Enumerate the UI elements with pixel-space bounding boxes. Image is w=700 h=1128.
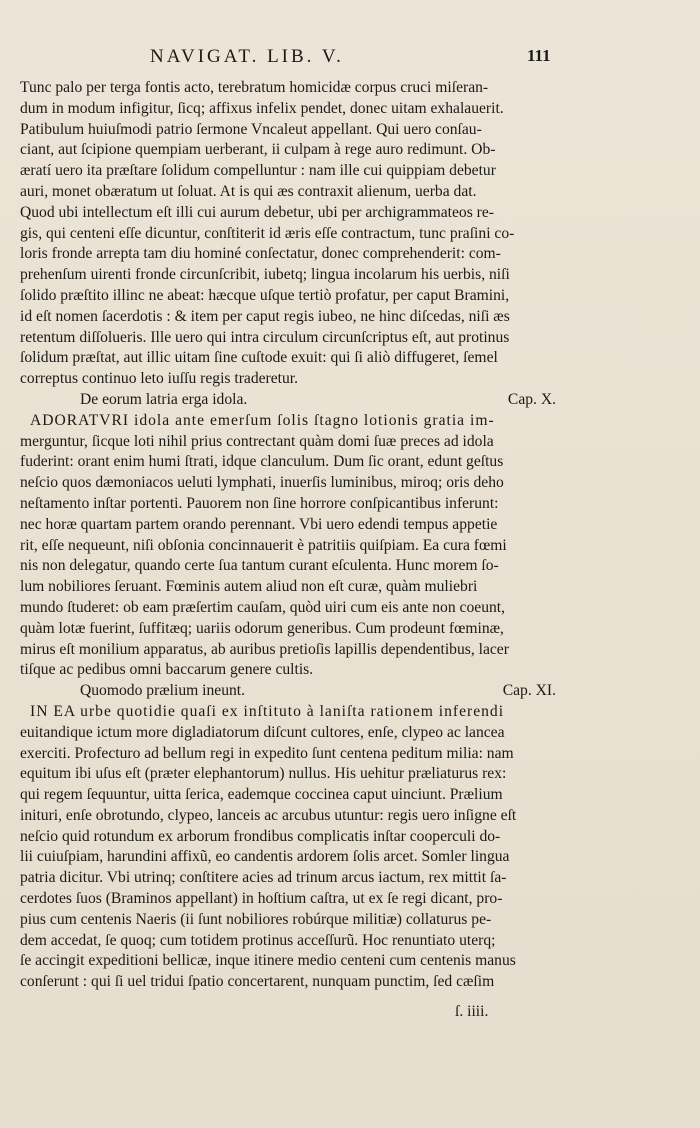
text-line: mirus eſt monilium apparatus, ab auribus pretioſis lapillis dependentibus, lacer: [20, 640, 509, 658]
text-line: lum nobiliores ſeruant. Fœminis autem aliud non eſt curæ, quàm muliebri: [20, 578, 478, 596]
text-line: loris fronde arrepta tam diu hominé conſectatur, donec comprehenderit: com-: [20, 245, 501, 263]
text-line: inituri, enſe obrotundo, clypeo, lanceis ac arcubus utuntur: regis uero inſigne eſt: [20, 806, 517, 824]
body-paragraph: [20, 78, 558, 390]
text-line: prehenſum uirenti fronde circunſcribit, iubetq; lingua incolarum his uerbis, niſi: [20, 266, 510, 284]
page-number: 111: [527, 46, 551, 65]
text-line: gis, qui centeni eſſe dicuntur, conſtiterit id æris eſſe contractum, tunc praſini co-: [20, 224, 515, 242]
signature-mark: ſ. iiii.: [455, 1003, 489, 1020]
text-line: pius cum centenis Naeris (ii ſunt nobiliores robúrque militiæ) collaturus pe-: [20, 910, 492, 928]
page-header: [0, 46, 700, 74]
text-line: æratí uero ita præſtare ſolidum compelluntur : nam ille cui quippiam debetur: [20, 162, 496, 180]
text-line: ADORATVRI idola ante emerſum ſolis ſtagno lotionis gratia im-: [30, 411, 495, 429]
chapter-number: Cap. XI.: [502, 682, 556, 700]
text-line: id eſt nomen ſacerdotis : & item per caput regis iubeo, ne hinc diſcedas, niſi æs: [20, 307, 510, 325]
text-line: Patibulum huiuſmodi patrio ſermone Vncaleut appellant. Qui uero conſau-: [20, 120, 482, 138]
text-line: ciant, aut ſcipione quempiam uerberant, ii culpam à rege auro redimunt. Ob-: [20, 141, 496, 159]
running-head: NAVIGAT. LIB. V.: [150, 46, 344, 67]
chapter-title: De eorum latria erga idola.: [80, 390, 248, 408]
chapter-x-heading: [20, 390, 558, 411]
text-block: [20, 78, 558, 993]
chapter-title: Quomodo prælium ineunt.: [80, 682, 246, 700]
chapter-xi-heading: [20, 681, 558, 702]
text-line: lii cuiuſpiam, harundini affixũ, eo candentis ardorem ſolis arcet. Somler lingua: [20, 848, 510, 866]
text-line: qui regem ſequuntur, uitta ſerica, eademque coccinea caput uinciunt. Prælium: [20, 786, 503, 804]
text-line: patria dicitur. Vbi utrinq; conſtitere acies ad trinum arcus iactum, rex mittit ſa-: [20, 869, 507, 887]
text-line: mundo ſtuderet: ob eam præſertim cauſam, quòd uiri cum eis ante non coeunt,: [20, 598, 506, 616]
chapter-number: Cap. X.: [507, 390, 556, 408]
text-line: fuderint: orant enim humi ſtrati, idque clanculum. Dum ſic orant, edunt geſtus: [20, 453, 504, 471]
text-line: ſe accingit expeditioni bellicæ, inque itinere medio centeni cum centenis manus: [20, 952, 516, 970]
text-line: quàm lotæ fuerint, ſuffitæq; uariis odorum generibus. Cum prodeunt fœminæ,: [20, 619, 504, 637]
text-line: neſcio quid rotundum ex arborum frondibus complicatis inſtar cooperculi do-: [20, 827, 501, 845]
chapter-xi-text: [20, 702, 558, 993]
text-line: dem accedat, ſe quoq; cum totidem protinus acceſſurũ. Hoc renuntiato uterq;: [20, 931, 496, 949]
text-line: nis non delegatur, quando certe ſua tantum curant eſculenta. Hunc morem ſo-: [20, 557, 499, 575]
chapter-x-text: [20, 411, 558, 681]
text-line: IN EA urbe quotidie quaſi ex inſtituto à laniſta rationem inferendi: [30, 702, 505, 720]
text-line: conſerunt : qui ſi uel tridui ſpatio concertarent, nunquam punctim, ſed cæſim: [20, 973, 495, 991]
text-line: ſolido præſtito illinc ne abeat: hæcque uſque tertiò profatur, per caput Bramini,: [20, 286, 510, 304]
text-line: merguntur, ſicque loti nihil prius contrectant quàm domi ſuæ preces ad idola: [20, 432, 494, 450]
text-line: auri, monet obæratum ut ſoluat. At is qui æs contraxit alienum, uerba dat.: [20, 182, 477, 200]
text-line: dum in modum infigitur, ſicq; affixus infelix pendet, donec uitam exhalauerit.: [20, 99, 504, 117]
text-line: nec horæ quartam partem orando perennant. Vbi uero edendi tempus appetie: [20, 515, 498, 533]
text-line: retentum diſſolueris. Ille uero qui intra circulum circunſcriptus eſt, aut protinus: [20, 328, 510, 346]
text-line: correptus continuo leto iuſſu regis traderetur.: [20, 370, 299, 388]
text-line: cerdotes ſuos (Braminos appellant) in hoſtium caſtra, ut ex ſe regi dicant, pro-: [20, 890, 503, 908]
text-line: Tunc palo per terga fontis acto, terebratum homicidæ corpus cruci miſeran-: [20, 79, 489, 96]
text-line: ſolidum præſtat, aut illic uitam ſine cuſtode exuit: qui ſi aliò diffugeret, ſemel: [20, 349, 498, 367]
text-line: Quod ubi intellectum eſt illi cui aurum debetur, ubi per archigrammateos re-: [20, 203, 494, 221]
text-line: exerciti. Profecturo ad bellum regi in expedito ſunt centena peditum milia: nam: [20, 744, 514, 762]
text-line: tiſque ac pedibus omni baccarum genere cultis.: [20, 661, 314, 679]
text-line: equitum ibi uſus eſt (præter elephantorum) nullus. His uehitur præliaturus rex:: [20, 765, 507, 783]
text-line: neſcio quos dæmoniacos ueluti lymphati, inuerſis luminibus, miroq; oris deho: [20, 474, 504, 492]
text-line: neſtamento inſtar portenti. Pauorem non ſine horrore conſpicantibus inferunt:: [20, 494, 499, 512]
text-line: rit, eſſe nequeunt, niſi obſonia concinnauerit è patritiis quiſpiam. Ea cura fœmi: [20, 536, 507, 554]
text-line: euitandique ictum more digladiatorum diſcunt cultores, enſe, clypeo ac lancea: [20, 723, 505, 741]
